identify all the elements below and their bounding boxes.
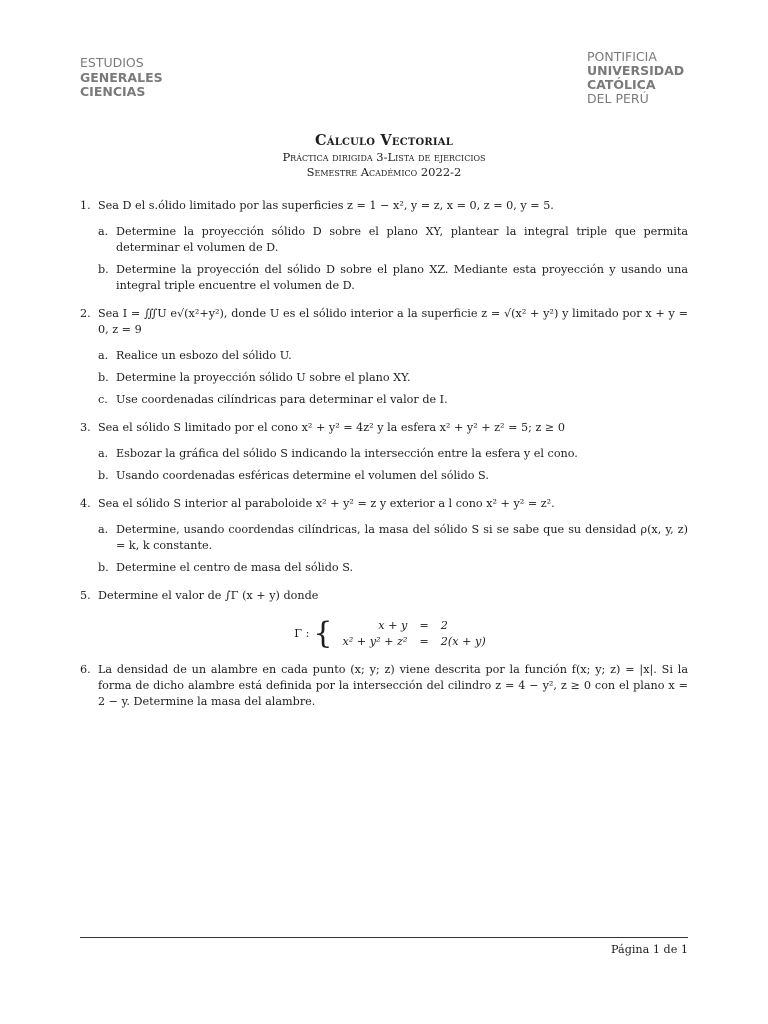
exercise-number: 2.	[80, 307, 91, 320]
logo-right-line-4: DEL PERÚ	[587, 91, 649, 106]
exercise-statement: La densidad de un alambre en cada punto (x; y; z) viene descrita por la función f(x; y; z) = |x|. Si la forma de dicho alambre está definida por la intersección del cilindro z = 4 − y², z ≥ 0 con el plano x = 2 − y. Determine la masa del alambre.	[98, 663, 688, 708]
item-letter: a.	[98, 225, 109, 238]
exercise-number: 5.	[80, 589, 91, 602]
logo-right-line-2: UNIVERSIDAD	[587, 63, 685, 78]
exercise-number: 6.	[80, 663, 91, 676]
exercise-statement: Sea el sólido S interior al paraboloide x² + y² = z y exterior a l cono x² + y² = z².	[98, 497, 555, 510]
item-letter: c.	[98, 393, 108, 406]
exercise-list	[80, 198, 688, 722]
exercise-number: 3.	[80, 421, 91, 434]
item-text: Realice un esbozo del sólido U.	[116, 349, 292, 362]
page-number: Página 1 de 1	[611, 943, 688, 956]
left-brace: {	[313, 616, 333, 651]
exercise-item	[98, 560, 688, 576]
item-letter: a.	[98, 349, 109, 362]
logo-left-line-2: GENERALES	[80, 69, 163, 85]
estudios-generales-logo	[80, 56, 163, 100]
item-text: Determine la proyección sólido D sobre el plano XY, plantear la integral triple que permita determinar el volumen de D.	[116, 225, 688, 254]
exercise-5	[80, 588, 688, 650]
logo-right-line-1: PONTIFICIA	[587, 49, 657, 64]
system-row	[336, 634, 491, 650]
system-label: Γ :	[294, 627, 310, 640]
exercise-statement: Sea el sólido S limitado por el cono x² + y² = 4z² y la esfera x² + y² + z² = 5; z ≥ 0	[98, 421, 565, 434]
exercise-4	[80, 496, 688, 576]
item-text: Esbozar la gráfica del sólido S indicando la intersección entre la esfera y el cono.	[116, 447, 578, 460]
logo-left-line-1: ESTUDIOS	[80, 55, 144, 70]
item-letter: a.	[98, 447, 109, 460]
system-rhs: 2(x + y)	[440, 635, 486, 648]
item-letter: b.	[98, 469, 109, 482]
pucp-logo	[587, 50, 684, 106]
system-table	[336, 618, 491, 650]
item-letter: b.	[98, 263, 109, 276]
document-subtitle-2: Semestre Académico 2022-2	[306, 165, 462, 179]
exercise-item	[98, 224, 688, 256]
item-text: Determine la proyección del sólido D sobre el plano XZ. Mediante esta proyección y usando una integral triple encuentre el volumen de D.	[116, 263, 688, 292]
exercise-item	[98, 262, 688, 294]
exercise-6	[80, 662, 688, 710]
exercise-1	[80, 198, 688, 294]
exercise-3	[80, 420, 688, 484]
exercise-2	[80, 306, 688, 408]
item-text: Determine, usando coordendas cilíndricas, la masa del sólido S si se sabe que su densidad ρ(x, y, z) = k, k constante.	[116, 523, 688, 552]
exercise-number: 1.	[80, 199, 91, 212]
exercise-item	[98, 522, 688, 554]
exercise-statement: Sea I = ∭U e√(x²+y²), donde U es el sólido interior a la superficie z = √(x² + y²) y limitado por x + y = 0, z = 9	[98, 307, 688, 336]
logo-left-line-3: CIENCIAS	[80, 84, 146, 99]
equation-system	[98, 618, 688, 650]
exercise-item	[98, 392, 688, 408]
item-text: Determine el centro de masa del sólido S.	[116, 561, 354, 574]
title-block	[0, 132, 768, 180]
system-row	[336, 618, 491, 634]
document-subtitle-1: Práctica dirigida 3-Lista de ejercicios	[282, 150, 486, 164]
item-text: Usando coordenadas esféricas determine el volumen del sólido S.	[116, 469, 489, 482]
footer-divider	[80, 937, 688, 938]
item-letter: b.	[98, 561, 109, 574]
system-lhs: x² + y² + z²	[342, 635, 408, 648]
system-eq: =	[419, 619, 429, 632]
item-text: Use coordenadas cilíndricas para determinar el valor de I.	[116, 393, 448, 406]
system-lhs: x + y	[378, 619, 408, 632]
exercise-statement: Determine el valor de ∫Γ (x + y) donde	[98, 589, 319, 602]
system-eq: =	[419, 635, 429, 648]
exercise-item	[98, 348, 688, 364]
exercise-item	[98, 370, 688, 386]
document-title: Cálculo Vectorial	[315, 132, 453, 149]
item-text: Determine la proyección sólido U sobre el plano XY.	[116, 371, 411, 384]
logo-right-line-3: CATÓLICA	[587, 77, 656, 92]
exercise-number: 4.	[80, 497, 91, 510]
item-letter: b.	[98, 371, 109, 384]
system-rhs: 2	[440, 619, 448, 632]
exercise-item	[98, 446, 688, 462]
exercise-statement: Sea D el s.ólido limitado por las superficies z = 1 − x², y = z, x = 0, z = 0, y = 5.	[98, 199, 554, 212]
item-letter: a.	[98, 523, 109, 536]
exercise-item	[98, 468, 688, 484]
